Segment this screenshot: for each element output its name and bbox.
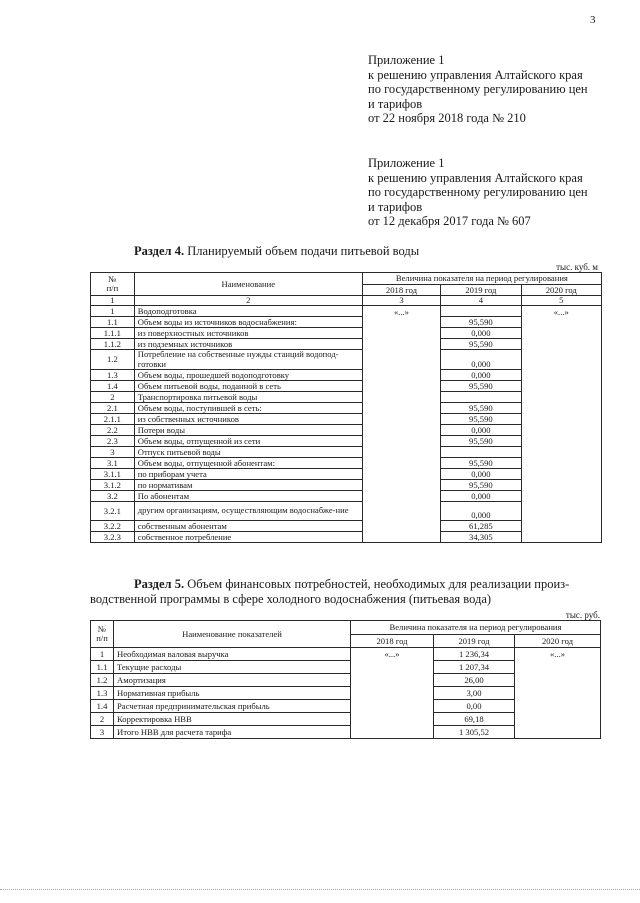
value-2019: 95,590 (441, 381, 521, 392)
row-number: 1.2 (91, 674, 114, 687)
header-num: № п/п (91, 621, 114, 648)
appendix-line: по государственному регулированию цен (368, 185, 588, 200)
row-number: 1.4 (91, 700, 114, 713)
appendix-line: и тарифов (368, 96, 423, 111)
row-number: 3.2.3 (91, 532, 135, 543)
header-2019: 2019 год (434, 635, 515, 648)
value-2019: 69,18 (434, 713, 515, 726)
row-name: из собственных источников (134, 414, 362, 425)
row-name: Объем воды, прошедшей водоподготовку (134, 370, 362, 381)
row-number: 2.1.1 (91, 414, 135, 425)
row-number: 3.2 (91, 491, 135, 502)
value-2019: 0,000 (441, 469, 521, 480)
row-number: 3.1 (91, 458, 135, 469)
header-2020: 2020 год (515, 635, 601, 648)
row-number: 1.1 (91, 317, 135, 328)
section4-unit: тыс. куб. м (556, 262, 598, 272)
row-number: 2.2 (91, 425, 135, 436)
row-number: 2.1 (91, 403, 135, 414)
header-2020: 2020 год (521, 285, 601, 296)
row-number: 3.2.1 (91, 502, 135, 521)
appendix-line: к решению управления Алтайского края (368, 170, 583, 185)
section4-table (90, 272, 602, 543)
value-2019: 95,590 (441, 403, 521, 414)
appendix-block-new (368, 53, 618, 126)
appendix-date: от 22 ноября 2018 года № 210 (368, 111, 526, 126)
row-name: из подземных источников (134, 339, 362, 350)
page-number: 3 (590, 14, 596, 26)
value-2019: 0,000 (441, 502, 521, 521)
section5-label: Раздел 5. (134, 577, 185, 591)
value-2019: 1 236,34 (434, 648, 515, 661)
row-number: 1 (91, 306, 135, 317)
section5-title-text: Объем финансовых потребностей, необходимых для реализации произ- (184, 577, 570, 591)
header-name: Наименование показателей (114, 621, 351, 648)
row-name: по приборам учета (134, 469, 362, 480)
row-number: 1.4 (91, 381, 135, 392)
row-number: 3.1.2 (91, 480, 135, 491)
row-name: Водоподготовка (134, 306, 362, 317)
row-name: Итого НВВ для расчета тарифа (114, 726, 351, 739)
row-name: Объем воды из источников водоснабжения: (134, 317, 362, 328)
row-number: 3.2.2 (91, 521, 135, 532)
row-name: Корректировка НВВ (114, 713, 351, 726)
value-2019: 95,590 (441, 339, 521, 350)
value-2018-placeholder: «...» (351, 648, 434, 739)
colnum: 3 (362, 296, 440, 306)
value-2020-placeholder: «...» (521, 306, 601, 543)
row-name: собственным абонентам (134, 521, 362, 532)
table-row (91, 648, 601, 661)
value-2019: 0,000 (441, 328, 521, 339)
value-2019: 1 305,52 (434, 726, 515, 739)
row-number: 3.1.1 (91, 469, 135, 480)
header-2019: 2019 год (441, 285, 521, 296)
table-row (91, 306, 602, 317)
row-number: 1 (91, 648, 114, 661)
row-number: 2.3 (91, 436, 135, 447)
row-number: 1.1 (91, 661, 114, 674)
appendix-title: Приложение 1 (368, 53, 445, 67)
colnum: 5 (521, 296, 601, 306)
value-2019: 95,590 (441, 317, 521, 328)
header-2018: 2018 год (351, 635, 434, 648)
value-2019: 1 207,34 (434, 661, 515, 674)
appendix-block-old (368, 156, 618, 229)
value-2019: 95,590 (441, 414, 521, 425)
appendix-line: по государственному регулированию цен (368, 82, 588, 97)
section5-title (134, 577, 569, 592)
value-2019: 26,00 (434, 674, 515, 687)
appendix-date: от 12 декабря 2017 года № 607 (368, 214, 531, 229)
value-2019: 0,000 (441, 425, 521, 436)
section5-title-line2: водственной программы в сфере холодного водоснабжения (питьевая вода) (90, 592, 492, 606)
value-2019: 0,000 (441, 350, 521, 370)
value-2019 (441, 392, 521, 403)
row-number: 3 (91, 447, 135, 458)
row-name: Текущие расходы (114, 661, 351, 674)
row-name: по нормативам (134, 480, 362, 491)
header-2018: 2018 год (362, 285, 440, 296)
row-number: 2 (91, 713, 114, 726)
row-name: Расчетная предпринимательская прибыль (114, 700, 351, 713)
value-2019 (441, 306, 521, 317)
value-2019: 95,590 (441, 480, 521, 491)
appendix-line: к решению управления Алтайского края (368, 67, 583, 82)
value-2019: 0,000 (441, 370, 521, 381)
row-name: Объем питьевой воды, поданной в сеть (134, 381, 362, 392)
row-name: Нормативная прибыль (114, 687, 351, 700)
row-name: собственное потребление (134, 532, 362, 543)
value-2019: 61,285 (441, 521, 521, 532)
row-number: 1.3 (91, 687, 114, 700)
row-number: 2 (91, 392, 135, 403)
appendix-title: Приложение 1 (368, 156, 445, 170)
value-2018-placeholder: «...» (362, 306, 440, 543)
row-name: Транспортировка питьевой воды (134, 392, 362, 403)
row-name: другим организациям, осуществляющим водоснабже-ние (134, 502, 362, 521)
row-name: Амортизация (114, 674, 351, 687)
row-name: из поверхностных источников (134, 328, 362, 339)
value-2019: 3,00 (434, 687, 515, 700)
row-name: По абонентам (134, 491, 362, 502)
row-name: Объем воды, поступившей в сеть: (134, 403, 362, 414)
header-name: Наименование (134, 273, 362, 296)
colnum: 4 (441, 296, 521, 306)
section4-title-text: Планируемый объем подачи питьевой воды (184, 244, 420, 258)
section5-table (90, 620, 601, 739)
value-2020-placeholder: «...» (515, 648, 601, 739)
row-name: Отпуск питьевой воды (134, 447, 362, 458)
value-2019 (441, 447, 521, 458)
row-name: Необходимая валовая выручка (114, 648, 351, 661)
row-name: Объем воды, отпущенной из сети (134, 436, 362, 447)
value-2019: 95,590 (441, 458, 521, 469)
header-num: № п/п (91, 273, 135, 296)
column-numbers-row (91, 296, 602, 306)
row-number: 3 (91, 726, 114, 739)
value-2019: 0,00 (434, 700, 515, 713)
value-2019: 95,590 (441, 436, 521, 447)
colnum: 1 (91, 296, 135, 306)
row-number: 1.1.1 (91, 328, 135, 339)
row-number: 1.1.2 (91, 339, 135, 350)
section4-title (134, 244, 419, 259)
value-2019: 0,000 (441, 491, 521, 502)
row-number: 1.2 (91, 350, 135, 370)
colnum: 2 (134, 296, 362, 306)
value-2019: 34,305 (441, 532, 521, 543)
row-name: Объем воды, отпущенной абонентам: (134, 458, 362, 469)
appendix-line: и тарифов (368, 199, 423, 214)
row-name: Потери воды (134, 425, 362, 436)
section4-label: Раздел 4. (134, 244, 185, 258)
header-period: Величина показателя на период регулирования (362, 273, 601, 285)
row-number: 1.3 (91, 370, 135, 381)
row-name: Потребление на собственные нужды станций водопод-готовки (134, 350, 362, 370)
section5-unit: тыс. руб. (565, 610, 600, 620)
scan-edge-line (0, 889, 640, 890)
header-period: Величина показателя на период регулирования (351, 621, 601, 635)
